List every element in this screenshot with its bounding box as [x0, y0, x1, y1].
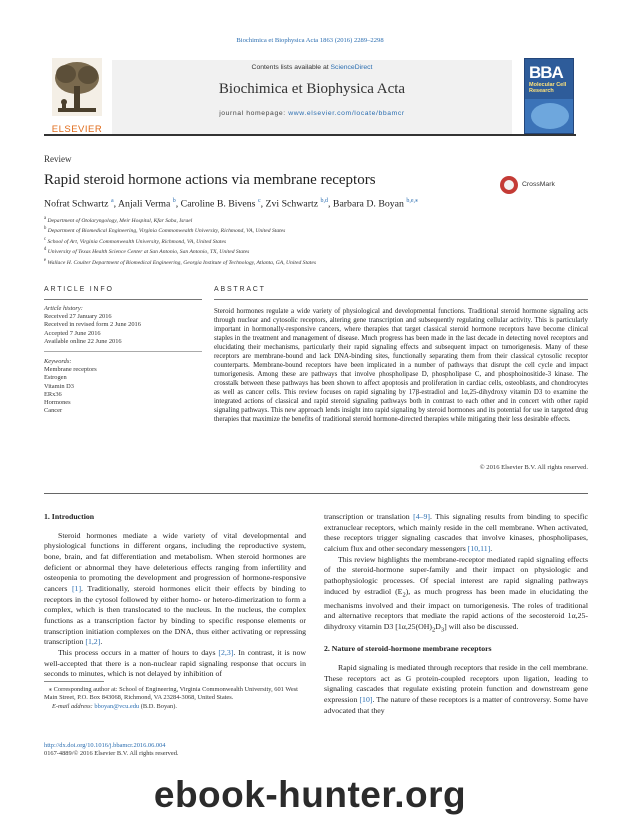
affiliation-item — [44, 215, 584, 225]
subscript: 2 — [432, 626, 436, 634]
affiliation-item — [44, 257, 584, 267]
abstract-rule — [214, 299, 588, 300]
footnote-rule — [44, 681, 104, 682]
author-list: Nofrat Schwartz $^a$, Anjali Verma $^b$, Caroline B. Bivens $^c$, Zvi Schwartz $^{b,d}$, Barbara D. Boyan $^{b,e,⁎}$ — [44, 198, 419, 210]
paragraph-text: . The nature of these receptors is a matter of controversy. Some have advocated that they — [324, 694, 589, 715]
keywords-rule — [44, 351, 202, 352]
affiliation-marker: c — [44, 236, 47, 242]
keyword-item[interactable]: Hormones — [44, 399, 71, 407]
homepage-link[interactable]: www.elsevier.com/locate/bbamcr — [288, 110, 405, 117]
doi-link[interactable]: http://dx.doi.org/10.1016/j.bbamcr.2016.06.004 — [44, 742, 166, 749]
author-name[interactable]: Anjali Verma — [117, 198, 171, 210]
review-scope-paragraph — [324, 555, 588, 637]
author-affiliation-marker[interactable]: a — [110, 198, 114, 204]
author-name[interactable]: Barbara D. Boyan — [332, 198, 404, 210]
paragraph-text: . In contrast, it is now well-accepted that there is a non-nuclear rapid signaling response that occurs in seconds to minutes, which is not delayed by inhibition of — [44, 647, 307, 679]
affiliation-list — [44, 215, 584, 267]
footnote-email — [44, 703, 306, 711]
crossmark-button[interactable] — [500, 176, 580, 194]
journal-name: Biochimica et Biophysica Acta — [218, 81, 406, 97]
citation-link[interactable]: [10] — [359, 694, 373, 704]
email-link[interactable]: bboyan@vcu.edu — [94, 702, 140, 710]
author-affiliation-marker[interactable]: b — [172, 198, 176, 204]
cover-artwork — [525, 99, 574, 134]
elsevier-wordmark: ELSEVIER — [51, 124, 103, 135]
affiliation-text: School of Art, Virginia Commonwealth University, Richmond, VA, United States — [47, 238, 227, 245]
journal-header — [44, 52, 576, 136]
crossmark-label: CrossMark — [522, 181, 555, 188]
citation-link[interactable]: [1,2] — [85, 637, 101, 647]
keywords-label: Keywords: — [44, 358, 72, 365]
homepage-line — [112, 110, 512, 117]
paragraph-text: Rapid signaling is mediated through receptors that reside in the cell membrane. These receptors act as G protein-coupled receptors upon ligation, leading to signaling cascades that regulate existing protein function and downstream gene expression — [324, 662, 588, 704]
history-item: Received in revised form 2 June 2016 — [44, 321, 141, 329]
paragraph-text: This process occurs in a matter of hours to days — [58, 647, 219, 657]
author-affiliation-marker[interactable]: b,e,⁎ — [406, 198, 419, 204]
citation-link[interactable]: [1] — [71, 583, 82, 593]
citation-link[interactable]: [2,3] — [218, 647, 234, 657]
journal-cover-image[interactable] — [524, 58, 574, 134]
affiliation-marker: d — [44, 247, 47, 253]
paragraph-text: transcription or translation — [324, 512, 414, 521]
keyword-item[interactable]: Cancer — [44, 407, 63, 415]
article-history — [44, 305, 204, 346]
paragraph-text: D — [435, 622, 441, 632]
affiliation-item — [44, 236, 584, 246]
elsevier-logo[interactable] — [46, 58, 106, 136]
body-column-right — [324, 512, 588, 716]
article-title: Rapid steroid hormone actions via membrane receptors — [44, 172, 376, 188]
paragraph-text: ), as much progress has been made in elucidating the mechanisms involved and their impact on tumorigenesis. The roles of traditional and alternative receptors that mediate the rapid actions of the secosteroid 1α,25-dihydroxy vitamin D3 [1α,25(OH) — [324, 586, 588, 632]
crossmark-icon — [500, 176, 518, 194]
author-name[interactable]: Nofrat Schwartz — [44, 198, 109, 210]
affiliation-marker: b — [44, 226, 47, 232]
subscript: 3 — [440, 626, 445, 634]
section-heading: 2. Nature of steroid-hormone membrane receptors — [324, 644, 492, 654]
email-suffix: (B.D. Boyan). — [140, 702, 177, 710]
paragraph-text: . — [490, 543, 493, 553]
article-info-rule — [44, 299, 202, 300]
affiliation-text: Wallace H. Coulter Department of Biomedical Engineering, Georgia Institute of Technology, Atlanta, GA, United States — [47, 259, 317, 266]
issn-line: 0167-4889/© 2016 Elsevier B.V. All rights reserved. — [44, 750, 179, 758]
paragraph-text: . — [100, 637, 103, 647]
paragraph-text: Steroid hormones mediate a wide variety of vital developmental and physiological functions in different organs, including the reproductive system, bone, brain, and fat differentiation and metabolism. When steroid hormones are deficient or abnormal they have deleterious effects ranging from infertility and osteopenia to promoting the development and progression of hormone-responsive cancers — [44, 530, 306, 593]
body-column-left — [44, 512, 306, 680]
citation-link[interactable]: [10,11] — [467, 543, 491, 553]
intro-paragraph-2 — [44, 648, 306, 680]
affiliation-text: Department of Otolaryngology, Meir Hospital, Kfar Saba, Israel — [47, 217, 193, 224]
subscript: 2 — [402, 591, 406, 599]
section-divider — [44, 493, 588, 494]
abstract-text: Steroid hormones regulate a wide variety of physiological and developmental functions. Traditional steroid hormone signaling acts through nuclear and cytosolic receptors, altering gene transcription and subsequently regulating cellular activity. This is particularly important in hormonally-responsive cancers, where therapies that target classical steroid hormone receptors have become clinical staples in the treatment and management of disease. Much progress has been made in the last decade in detecting novel receptors and elucidating their mechanisms, particularly their rapid signaling effects and subsequent impact on tumorigenesis. Many of these receptors are membrane-bound and lack DNA-binding sites, functionally separating them from their classical cytosolic receptor counterparts. Membrane-bound receptors have been implicated in a number of pathways that disrupt the cell cycle and impact tumorigenesis. Among these are pathways that involve phospholipase D, phospholipase C, and phosphoinositide-3 kinase. The crosstalk between these pathways has been shown to affect apoptosis and proliferation in cardiac cells, osteoblasts, and chondrocytes as well as cancer cells. This review focuses on rapid signaling by 17β-estradiol and 1α,25-dihydroxy vitamin D3 to examine the integrated actions of classical and rapid steroid signaling pathways both in contrast to each other and in concert with other rapid signaling pathways. This new approach lends insight into rapid signaling by steroid hormones and its potential for use in targeted drug therapies that maximize the benefits of traditional steroid hormone-directed therapies while mitigating their less desirable effects. — [214, 308, 588, 423]
cover-mark: BBA — [529, 63, 563, 82]
paragraph-text: This review highlights the membrane-receptor mediated rapid signaling effects of the steroid-hormone super-family and their impact on physiologic and pathophysiologic processes. Of special interest are rapid signaling pathways induced by estradiol (E — [324, 554, 588, 596]
contents-prefix: Contents lists available at — [251, 64, 329, 71]
section2-paragraph-1 — [324, 663, 588, 716]
footnote-address — [44, 686, 306, 703]
history-label: Article history: — [44, 305, 83, 312]
affiliation-marker: e — [44, 257, 47, 263]
paragraph-text: . Traditionally, steroid hormones elicit their effects by binding to receptors in the cytosol followed by either homo- or hetero-dimerization to form a complex, which is then translocated to the nucleus. In the nucleus, the complex functions as a transcription factor by binding to specific response elements or transcription initiation complexes on the DNA, thus either activating or repressing transcription — [44, 583, 307, 647]
abstract-copyright: © 2016 Elsevier B.V. All rights reserved. — [479, 464, 588, 471]
cover-subtitle: Molecular Cell Research — [529, 82, 567, 94]
affiliation-item — [44, 225, 584, 235]
abstract-heading: ABSTRACT — [214, 286, 266, 293]
contents-line — [112, 64, 512, 71]
article-type: Review — [44, 154, 72, 164]
intro-paragraph-1 — [44, 531, 306, 648]
section-heading: 1. Introduction — [44, 512, 95, 521]
journal-citation[interactable]: Biochimica et Biophysica Acta 1863 (2016) 2289–2298 — [236, 37, 384, 44]
affiliation-item — [44, 246, 584, 256]
sciencedirect-link[interactable]: ScienceDirect — [330, 64, 373, 71]
keyword-item[interactable]: Membrane receptors — [44, 366, 97, 374]
paragraph-text: ] will also be discussed. — [444, 622, 519, 632]
author-affiliation-marker[interactable]: c — [257, 198, 261, 204]
keyword-item[interactable]: Estrogen — [44, 374, 67, 382]
history-item: Received 27 January 2016 — [44, 313, 112, 321]
keyword-item[interactable]: Vitamin D3 — [44, 382, 74, 390]
author-affiliation-marker[interactable]: b,d — [320, 198, 328, 204]
email-label: E-mail address: — [52, 702, 93, 710]
watermark: ebook-hunter.org — [153, 774, 467, 815]
affiliation-text: University of Texas Health Science Center at San Antonio, San Antonio, TX, United States — [47, 249, 250, 256]
homepage-prefix: journal homepage: — [219, 110, 286, 117]
article-identifiers — [44, 742, 344, 759]
affiliation-marker: a — [44, 216, 47, 221]
history-item: Available online 22 June 2016 — [44, 337, 122, 345]
author-name[interactable]: Zvi Schwartz — [265, 198, 319, 210]
keyword-item[interactable]: ERx36 — [44, 390, 62, 398]
paragraph-text: . This signaling results from binding to specific extranuclear receptors, which mainly reside in the cell membrane. When activated, these receptors trigger signaling cascades that involve kinases, phospholipases, calcium flux and other secondary messengers — [324, 512, 589, 553]
elsevier-tree-icon — [52, 58, 102, 116]
corresponding-author-footnote — [44, 686, 306, 711]
citation-link[interactable]: [4–9] — [413, 512, 431, 521]
footnote-star: ⁎ — [48, 686, 52, 693]
keywords-block — [44, 358, 204, 415]
author-name[interactable]: Caroline B. Bivens — [180, 198, 256, 210]
continued-paragraph — [324, 512, 588, 555]
article-info-heading: ARTICLE INFO — [44, 286, 114, 293]
history-item: Accepted 7 June 2016 — [44, 329, 101, 337]
affiliation-text: Department of Biomedical Engineering, Virginia Commonwealth University, Richmond, VA, United States — [47, 228, 286, 235]
footnote-text: Corresponding author at: School of Engineering, Virginia Commonwealth University, 601 West Main Street, P.O. Box 843068, Richmond, VA 23284-3068, United States. — [44, 686, 298, 702]
journal-banner — [112, 60, 512, 134]
